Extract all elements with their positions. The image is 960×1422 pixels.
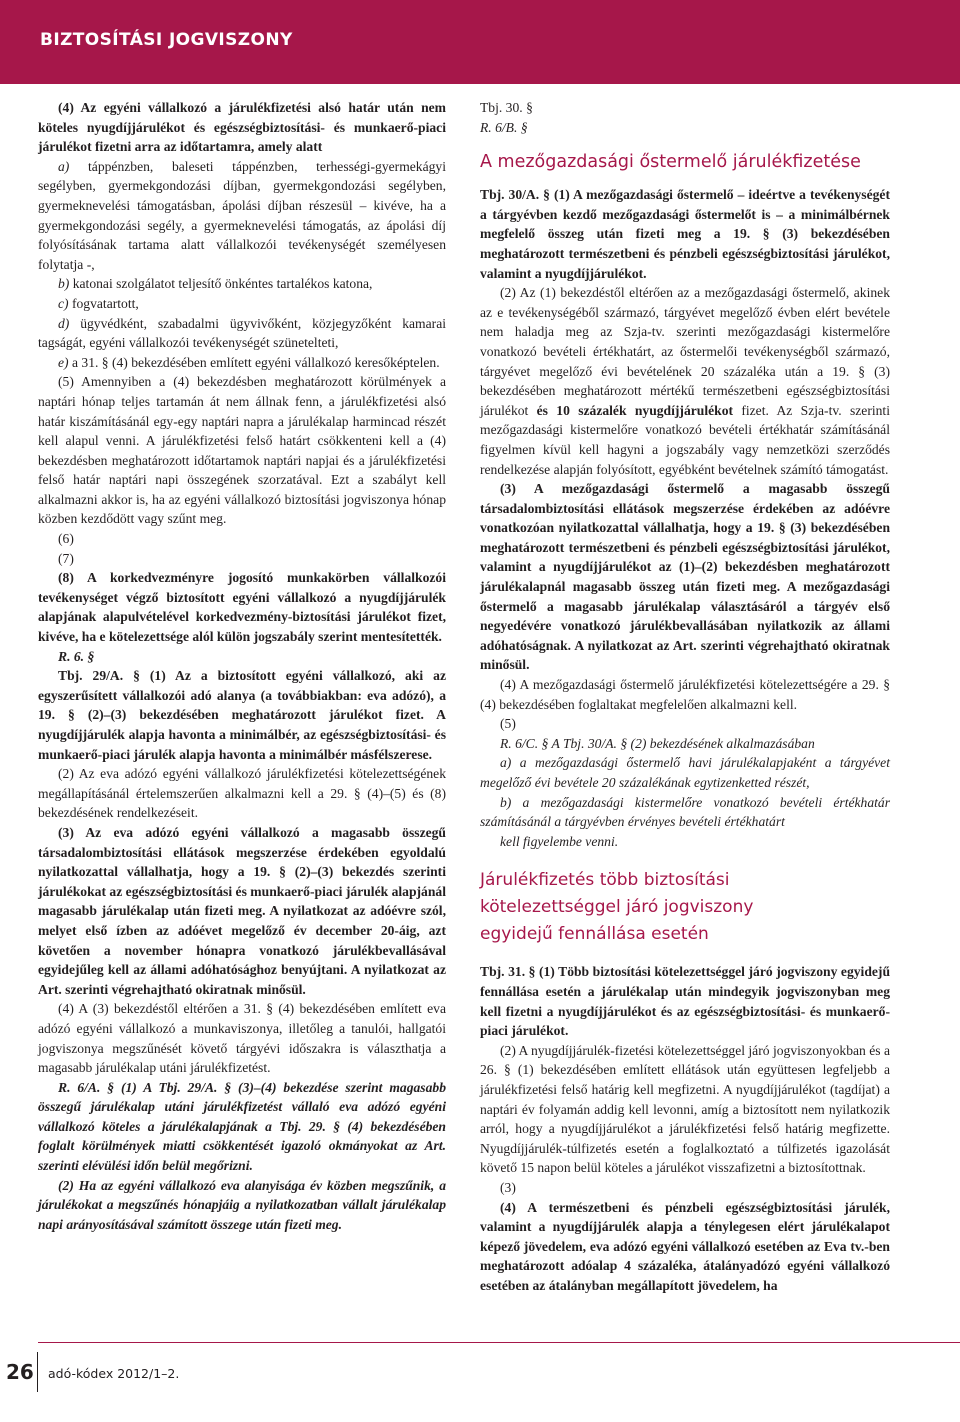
paragraph: (4) A (3) bekezdéstől eltérően a 31. § (4) bekezdésében említett eva adózó egyéni vállalkozó a munkaviszonya, illetőleg a tanulói, hallgatói jogviszonya megszűnését követő tárgyévi időszakra is választhatja a magasabb járulékalap utáni járulékfizetést. (38, 1001, 446, 1076)
item-letter: a) (58, 158, 70, 174)
item-text: ügyvédként, szabadalmi ügyvivőként, közjegyzőként kamarai tagságát, egyéni vállalkozói tevékenységét szünetelteti, (38, 315, 446, 351)
reference: Tbj. 30. § (480, 100, 533, 115)
paragraph: (3) (500, 1179, 516, 1195)
item-letter: e) (58, 354, 69, 370)
section-title: BIZTOSÍTÁSI JOGVISZONY (40, 30, 293, 50)
item-text: fogvatartott, (68, 295, 139, 311)
paragraph: kell figyelembe venni. (500, 833, 619, 849)
paragraph: (2) A nyugdíjjárulék-fizetési kötelezettséggel járó jogviszonyokban és a 26. § (1) bekezdésében említett ellátások után együttesen legfeljebb a járulékfizetési felső határig kell megfizetni. A nyugdíjjárulékot (tagdíjat) a naptári év folyamán addig kell levonni, amíg a biztosított nem nyilatkozik arról, hogy a nyugdíjjárulékot a járulékfizetési felső határig megfizette. Nyugdíjjárulék-túlfizetés esetén a foglalkoztató a túlfizetés igazolását követő 15 napon belül köteles a járulékot visszafizetni a biztosítottnak. (480, 1042, 890, 1176)
paragraph: (4) A mezőgazdasági őstermelő járulékfizetési kötelezettségére a 29. § (4) bekezdésében foglaltakat megfelelően alkalmazni kell. (480, 677, 890, 712)
header-bar (0, 0, 960, 84)
item-letter: d) (58, 315, 70, 331)
paragraph (38, 274, 446, 294)
paragraph: (6) (58, 531, 74, 547)
paragraph: (8) A korkedvezményre jogosító munkakörben vállalkozói tevékenységet végző biztosított egyéni vállalkozó a nyugdíjjárulék alapjának alapulvételével korkedvezmény-biztosítási járulékot fizet, kivéve, ha e kötelezettsége alól külön jogszabály szerint mentesítették. (38, 570, 446, 645)
paragraph: (2) Az eva adózó egyéni vállalkozó járulékfizetési kötelezettségének megállapításánál értelemszerűen alkalmazni kell a 29. § (4)–(5) és (8) bekezdésének rendelkezéseit. (38, 766, 446, 821)
paragraph: (3) Az eva adózó egyéni vállalkozó a magasabb összegű társadalombiztosítási ellátások megszerzése érdekében egyoldalú nyilatkozattal vállalhatja, hogy a 19. § (2)–(3) bekezdés szerinti járulékokat az egészségbiztosítási és munkaerő-piaci járulék alapjánál magasabb járulékalap után fizeti meg. A nyilatkozat az adóévre szól, melyet első ízben az adóévet megelőző év december 20-áig, azt követően a november hónapra vonatkozó járulékbevallásával egyidejűleg kell az állami adóhatósághoz benyújtani. A nyilatkozat az Art. szerinti végrehajtható okiratnak minősül. (38, 824, 446, 997)
paragraph-text: fizet. Az Szja-tv. szerinti mezőgazdasági kistermelőre vonatkozó bevételi értékhatár számításánál figyelmen kívül kell hagyni a jogszabály vagy nemzetközi szerződés rendelkezése alapján folyósított, egyébként bevételnek számító támogatást. (480, 402, 890, 477)
right-column (480, 98, 890, 1295)
item-letter: c) (58, 295, 69, 311)
publication-title: adó-kódex 2012/1–2. (48, 1366, 180, 1381)
paragraph: (2) Ha az egyéni vállalkozó eva alanyisága év közben megszűnik, a járulékokat a megszűnés hónapjáig a nyilatkozatban vállalt járulékalap napi arányosításával számított összege után fizeti meg. (38, 1177, 446, 1232)
paragraph: (4) Az egyéni vállalkozó a járulékfizetési alsó határ után nem köteles nyugdíjjárulékot és egészségbiztosítási- és munkaerő-piaci járulékot fizetni arra az időtartamra, amely alatt (38, 100, 446, 155)
section-heading: A mezőgazdasági őstermelő járulékfizetése (480, 152, 861, 173)
section-heading-line: kötelezettséggel járó jogviszony (480, 897, 754, 918)
item-text: a 31. § (4) bekezdésében említett egyéni vállalkozó keresőképtelen. (68, 354, 440, 370)
item-text: katonai szolgálatot teljesítő önkéntes tartalékos katona, (69, 276, 373, 292)
paragraph-emphasis: és 10 százalék nyugdíjjárulékot (528, 402, 734, 418)
paragraph: (5) (500, 716, 516, 732)
section-heading-line: egyidejű fennállása esetén (480, 924, 709, 945)
reference: R. 6/B. § (480, 119, 528, 135)
paragraph: b) a mezőgazdasági kistermelőre vonatkozó bevételi értékhatár számításánál a tárgyévben érvényes bevételi értékhatárt (480, 794, 890, 830)
paragraph: (7) (58, 550, 74, 566)
reference: R. 6/C. § A Tbj. 30/A. § (2) bekezdésének alkalmazásában (500, 735, 815, 751)
section-heading-line: Járulékfizetés több biztosítási (480, 870, 730, 891)
item-letter: b) (58, 276, 70, 292)
paragraph-text: (2) Az (1) bekezdéstől eltérően az a mezőgazdasági őstermelő, akinek az e tevékenységéből származó, tárgyévet megelőző évben elért bevétele nem haladja meg az Szja-tv. szerinti mezőgazdasági kistermelőre vonatkozó bevételi értékhatárt, az őstermelői tevékenységből származó, tárgyévet megelőző évi bevételének 20 százaléka után a 19. § (3) bekezdésében meghatározott mértékű természetbeni egészségbiztosítási járulékot (480, 285, 890, 418)
item-text: táppénzben, baleseti táppénzben, terhességi-gyermekágyi segélyben, gyermekgondozási díjban, gyermekgondozási segélyben, gyermeknevelési támogatásban, ápolási díjban részesül – kivéve, ha a gyermekgondozási segély, a gyermeknevelési támogatás, az ápolási díj folyósításának tartama alatt vállalkozói tevékenységét személyesen folytatja -, (38, 158, 446, 272)
paragraph (38, 294, 446, 314)
paragraph: Tbj. 29/A. § (1) Az a biztosított egyéni vállalkozó, aki az egyszerűsített vállalkozói adó alanya (a továbbiakban: eva adózó), a 19. § (2)–(3) bekezdésében meghatározott járulékot fizet. A nyugdíjjárulék alapja havonta a minimálbér, az egészségbiztosítási- és munkaerő-piaci járulék alapja havonta a minimálbér másfélszerese. (38, 668, 446, 762)
paragraph (38, 314, 446, 353)
footer-divider (37, 1352, 38, 1392)
paragraph: Tbj. 30/A. § (1) A mezőgazdasági őstermelő – ideértve a tevékenységét a tárgyévben kezdő mezőgazdasági őstermelőt is – a minimálbérnek megfelelő összeg után fizeti meg a 19. § (3) bekezdésében meghatározott természetbeni és pénzbeli egészségbiztosítási járulékot, valamint a nyugdíjjárulékot. (480, 187, 890, 281)
paragraph: a) a mezőgazdasági őstermelő havi járulékalapjaként a tárgyévet megelőző évi bevétele 20 százalékának egytizenketted részét, (480, 755, 890, 790)
left-column (38, 98, 446, 1234)
paragraph: R. 6/A. § (1) A Tbj. 29/A. § (3)–(4) bekezdése szerint magasabb összegű járulékalap utáni járulékfizetést vállaló eva adózó egyéni vállalkozó köteles a járulékalapjának a Tbj. 29. § (4) bekezdésében foglalt körülmények miatti csökkentését igazoló okmányokat az Art. szerinti elévülési időn belül megőrizni. (38, 1079, 446, 1174)
paragraph (38, 353, 446, 373)
paragraph (480, 283, 890, 479)
paragraph (38, 157, 446, 275)
paragraph: (5) Amennyiben a (4) bekezdésben meghatározott körülmények a naptári hónap teljes tartamán át nem állnak fenn, a járulékfizetési alsó határ kiszámításánál egy-egy naptári napra a járulékalap harmincad részét kell alapul venni. A járulékfizetési felső határt csökkenteni kell a (4) bekezdésben meghatározott időtartamok naptári napjai és a járulékfizetési felső határ naptári napi összegének szorzatával. Ezt a szabályt kell alkalmazni akkor is, ha az egyéni vállalkozó biztosítási jogviszonya hónap közben kezdődött vagy szűnt meg. (38, 374, 446, 527)
paragraph: (4) A természetbeni és pénzbeli egészségbiztosítási járulék, valamint a nyugdíjjárulék alapja a ténylegesen elért járulékalapot képező jövedelem, eva adózó egyéni vállalkozó esetében az Eva tv.-ben meghatározott adóalap 4 százaléka, átalányadózó egyéni vállalkozó esetében az átalányban megállapított jövedelem, ha (480, 1199, 890, 1293)
section-heading (480, 867, 890, 948)
reference: R. 6. § (58, 648, 95, 664)
page-number: 26 (6, 1360, 34, 1384)
paragraph: (3) A mezőgazdasági őstermelő a magasabb összegű társadalombiztosítási ellátások megszerzése érdekében az adóévre vonatkozóan nyilatkozattal vállalhatja, hogy a 19. § (3) bekezdésében meghatározott természetbeni és pénzbeli egészségbiztosítási járulékot, valamint a nyugdíjjárulékot az (1)–(2) bekezdésben meghatározott járulékalapnál magasabb összeg után fizeti meg. A mezőgazdasági őstermelő a magasabb járulékalap választásáról a tárgyév első negyedévére vonatkozó járulékbevallásában nyilatkozik az állami adóhatóságnak. A nyilatkozat az Art. szerinti végrehajtható okiratnak minősül. (480, 481, 890, 673)
footer-rule (38, 1342, 960, 1343)
paragraph: Tbj. 31. § (1) Több biztosítási kötelezettséggel járó jogviszony egyidejű fennállása esetén a járulékalap után mindegyik jogviszonyban meg kell fizetni a nyugdíjjárulékot és az egészségbiztosítási- és munkaerő-piaci járulékot. (480, 964, 890, 1039)
